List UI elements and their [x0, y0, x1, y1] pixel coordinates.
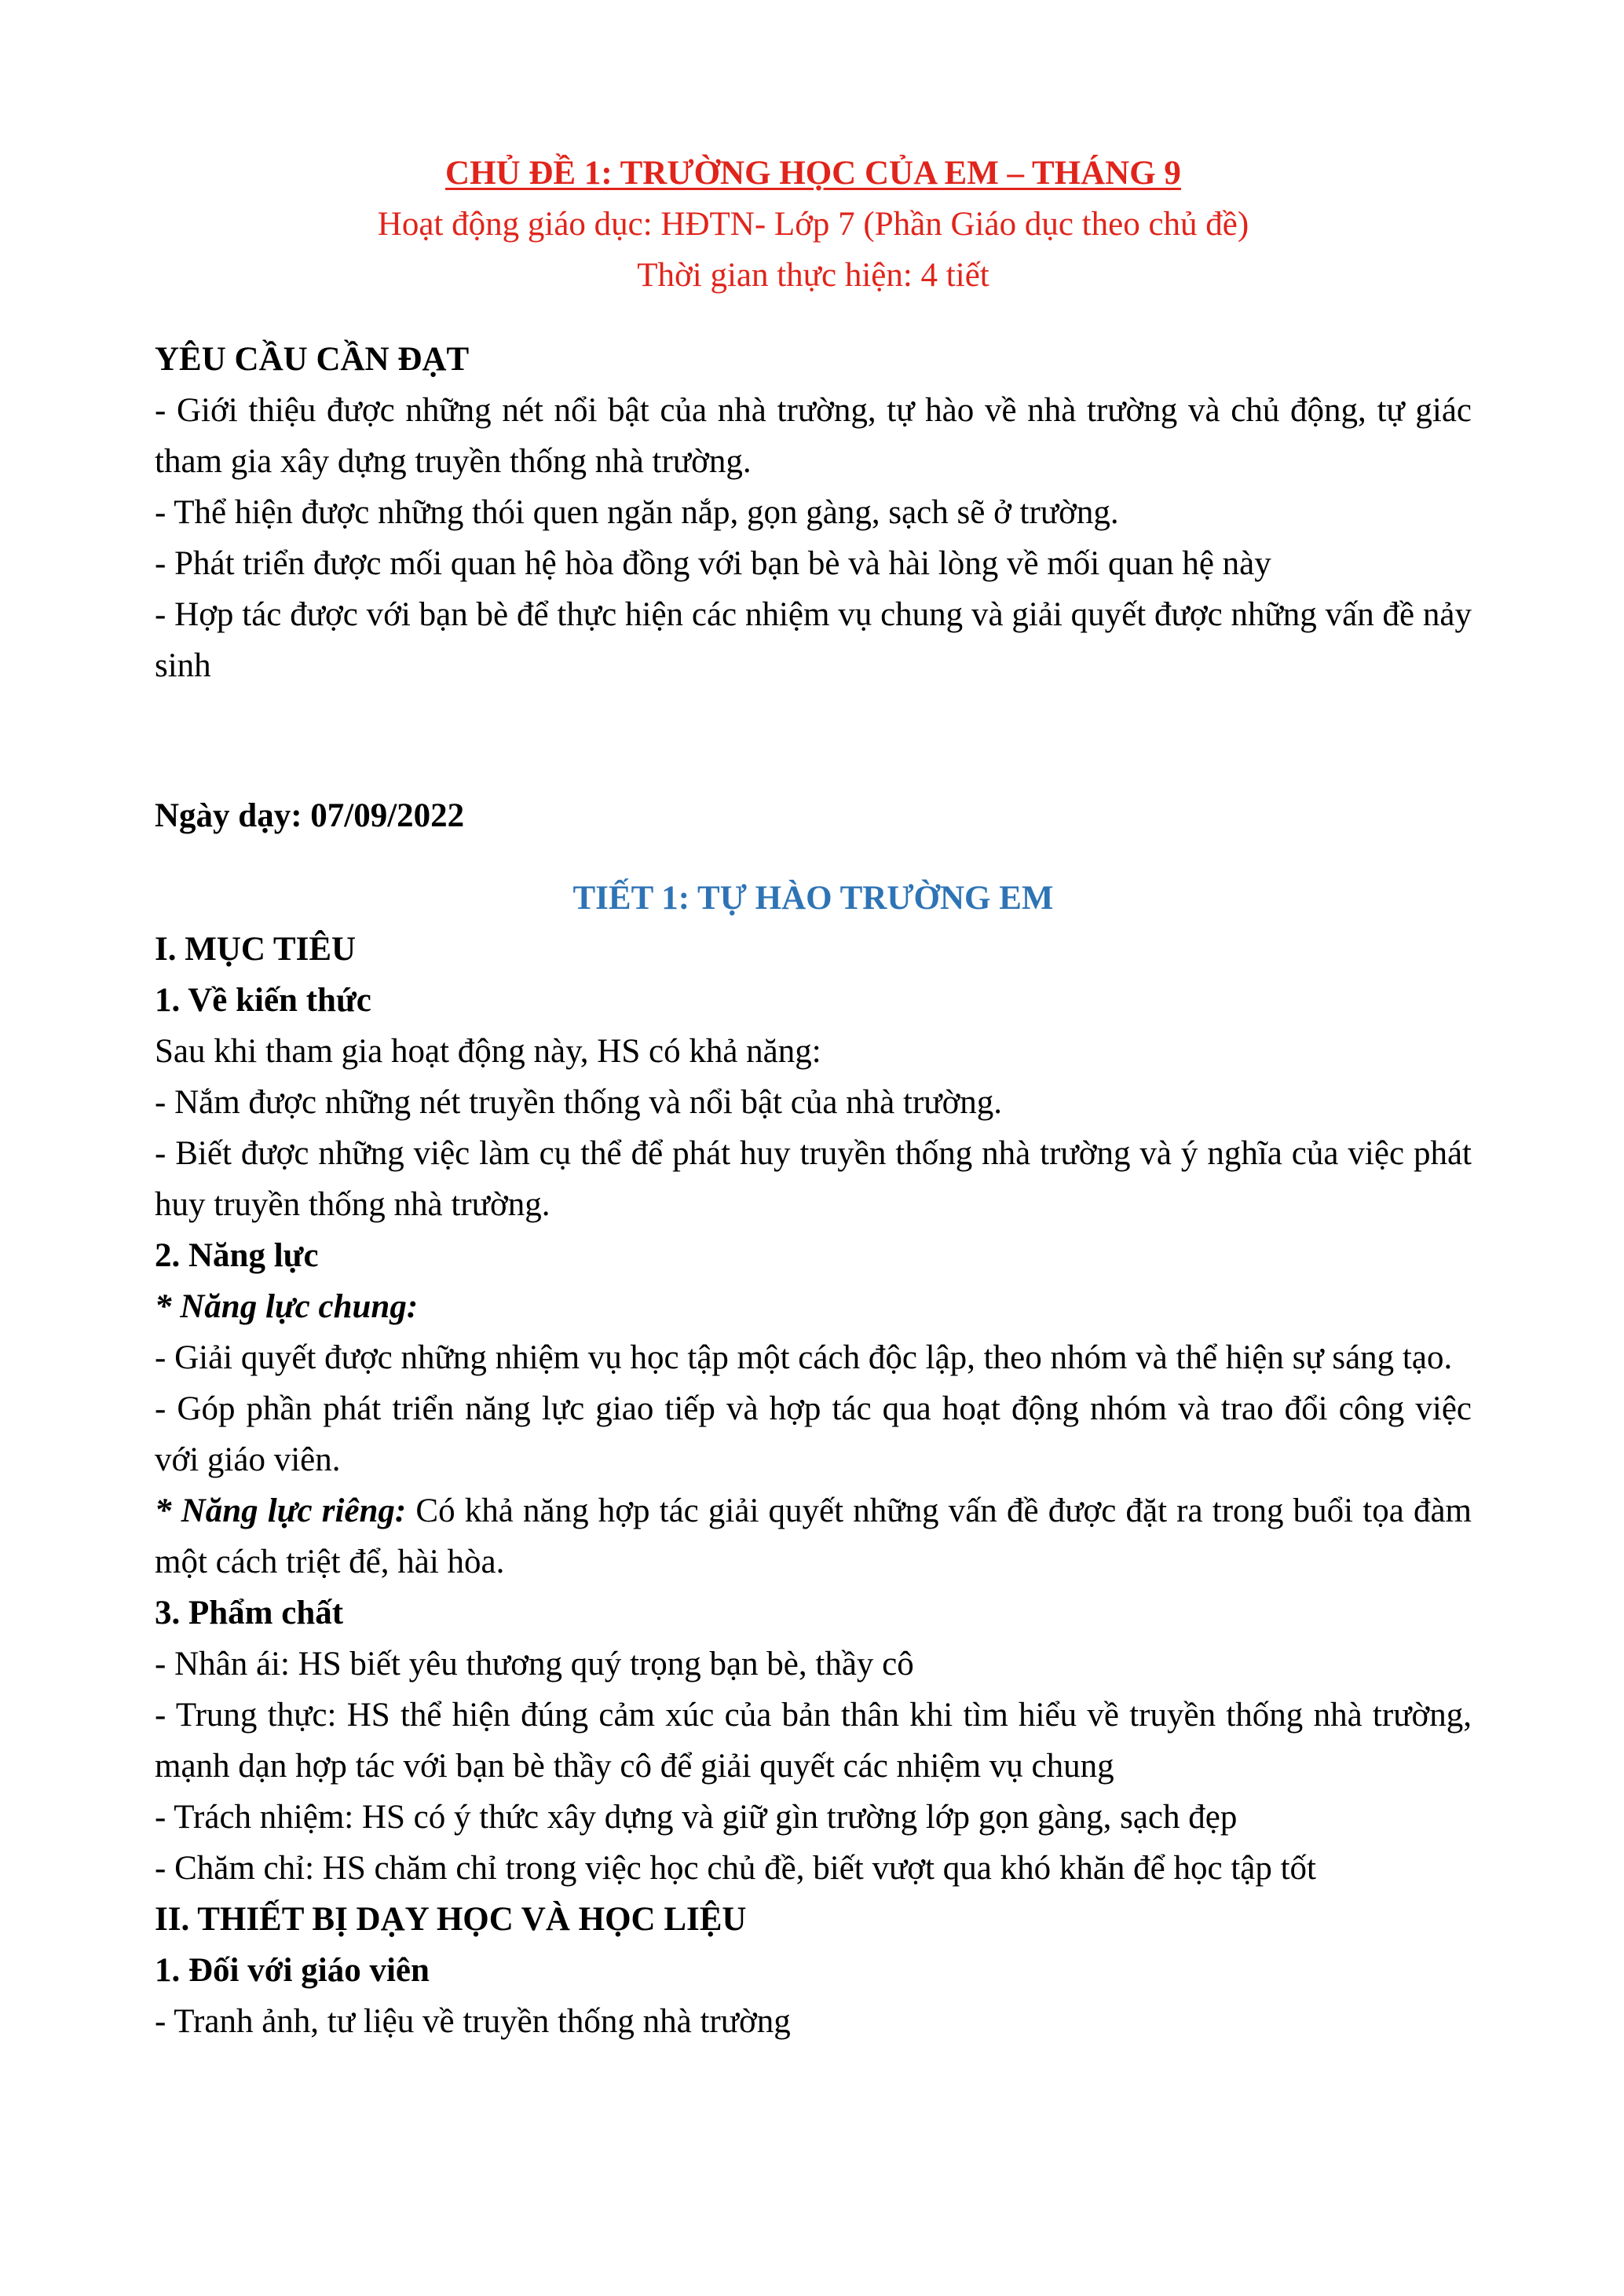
- knowledge-item: - Nắm được những nét truyền thống và nổi bật của nhà trường.: [155, 1084, 1003, 1121]
- knowledge-item: - Biết được những việc làm cụ thể để phát huy truyền thống nhà trường và ý nghĩa của việc phát huy truyền thống nhà trường.: [155, 1135, 1472, 1223]
- competence-heading: 2. Năng lực: [155, 1237, 319, 1274]
- specific-competence: [155, 1485, 1472, 1587]
- general-competence-heading: * Năng lực chung:: [155, 1288, 419, 1325]
- document-page: [155, 148, 1472, 2047]
- specific-competence-text: Có khả năng hợp tác giải quyết những vấn đề được đặt ra trong buổi tọa đàm một cách triệt để, hài hòa.: [155, 1492, 1472, 1580]
- requirement-item: - Hợp tác được với bạn bè để thực hiện các nhiệm vụ chung và giải quyết được những vấn đề nảy sinh: [155, 596, 1472, 684]
- teacher-equipment-item: - Tranh ảnh, tư liệu về truyền thống nhà trường: [155, 2003, 791, 2040]
- requirements-section: [155, 334, 1472, 691]
- teacher-equipment-heading: 1. Đối với giáo viên: [155, 1952, 430, 1989]
- requirement-item: - Giới thiệu được những nét nổi bật của nhà trường, tự hào về nhà trường và chủ động, tự giác tham gia xây dựng truyền thống nhà trường.: [155, 392, 1472, 480]
- lesson-title: TIẾT 1: TỰ HÀO TRƯỜNG EM: [572, 880, 1054, 917]
- topic-duration: Thời gian thực hiện: 4 tiết: [637, 257, 989, 294]
- requirements-heading: YÊU CẦU CẦN ĐẠT: [155, 341, 470, 378]
- teaching-date: Ngày dạy: 07/09/2022: [155, 797, 465, 834]
- general-competence-item: - Giải quyết được những nhiệm vụ học tập một cách độc lập, theo nhóm và thể hiện sự sáng tạo.: [155, 1339, 1453, 1376]
- quality-item: - Trách nhiệm: HS có ý thức xây dựng và giữ gìn trường lớp gọn gàng, sạch đẹp: [155, 1799, 1238, 1836]
- specific-competence-label: * Năng lực riêng:: [155, 1492, 407, 1529]
- requirement-item: - Phát triển được mối quan hệ hòa đồng với bạn bè và hài lòng về mối quan hệ này: [155, 545, 1271, 582]
- objectives-section: [155, 924, 1472, 1894]
- quality-item: - Trung thực: HS thể hiện đúng cảm xúc của bản thân khi tìm hiểu về truyền thống nhà trường, mạnh dạn hợp tác với bạn bè thầy cô để giải quyết các nhiệm vụ chung: [155, 1697, 1472, 1785]
- knowledge-intro: Sau khi tham gia hoạt động này, HS có khả năng:: [155, 1033, 821, 1070]
- requirement-item: - Thể hiện được những thói quen ngăn nắp, gọn gàng, sạch sẽ ở trường.: [155, 494, 1119, 531]
- qualities-heading: 3. Phẩm chất: [155, 1595, 344, 1631]
- knowledge-heading: 1. Về kiến thức: [155, 982, 371, 1019]
- quality-item: - Chăm chỉ: HS chăm chỉ trong việc học chủ đề, biết vượt qua khó khăn để học tập tốt: [155, 1850, 1317, 1887]
- document-header: [155, 148, 1472, 301]
- equipment-heading: II. THIẾT BỊ DẠY HỌC VÀ HỌC LIỆU: [155, 1901, 747, 1938]
- general-competence-item: - Góp phần phát triển năng lực giao tiếp và hợp tác qua hoạt động nhóm và trao đổi công việc với giáo viên.: [155, 1390, 1472, 1478]
- equipment-section: [155, 1894, 1472, 2047]
- topic-title: CHỦ ĐỀ 1: TRƯỜNG HỌC CỦA EM – THÁNG 9: [445, 155, 1181, 192]
- quality-item: - Nhân ái: HS biết yêu thương quý trọng bạn bè, thầy cô: [155, 1646, 914, 1683]
- topic-subtitle: Hoạt động giáo dục: HĐTN- Lớp 7 (Phần Giáo dục theo chủ đề): [377, 206, 1249, 243]
- objectives-heading: I. MỤC TIÊU: [155, 931, 357, 968]
